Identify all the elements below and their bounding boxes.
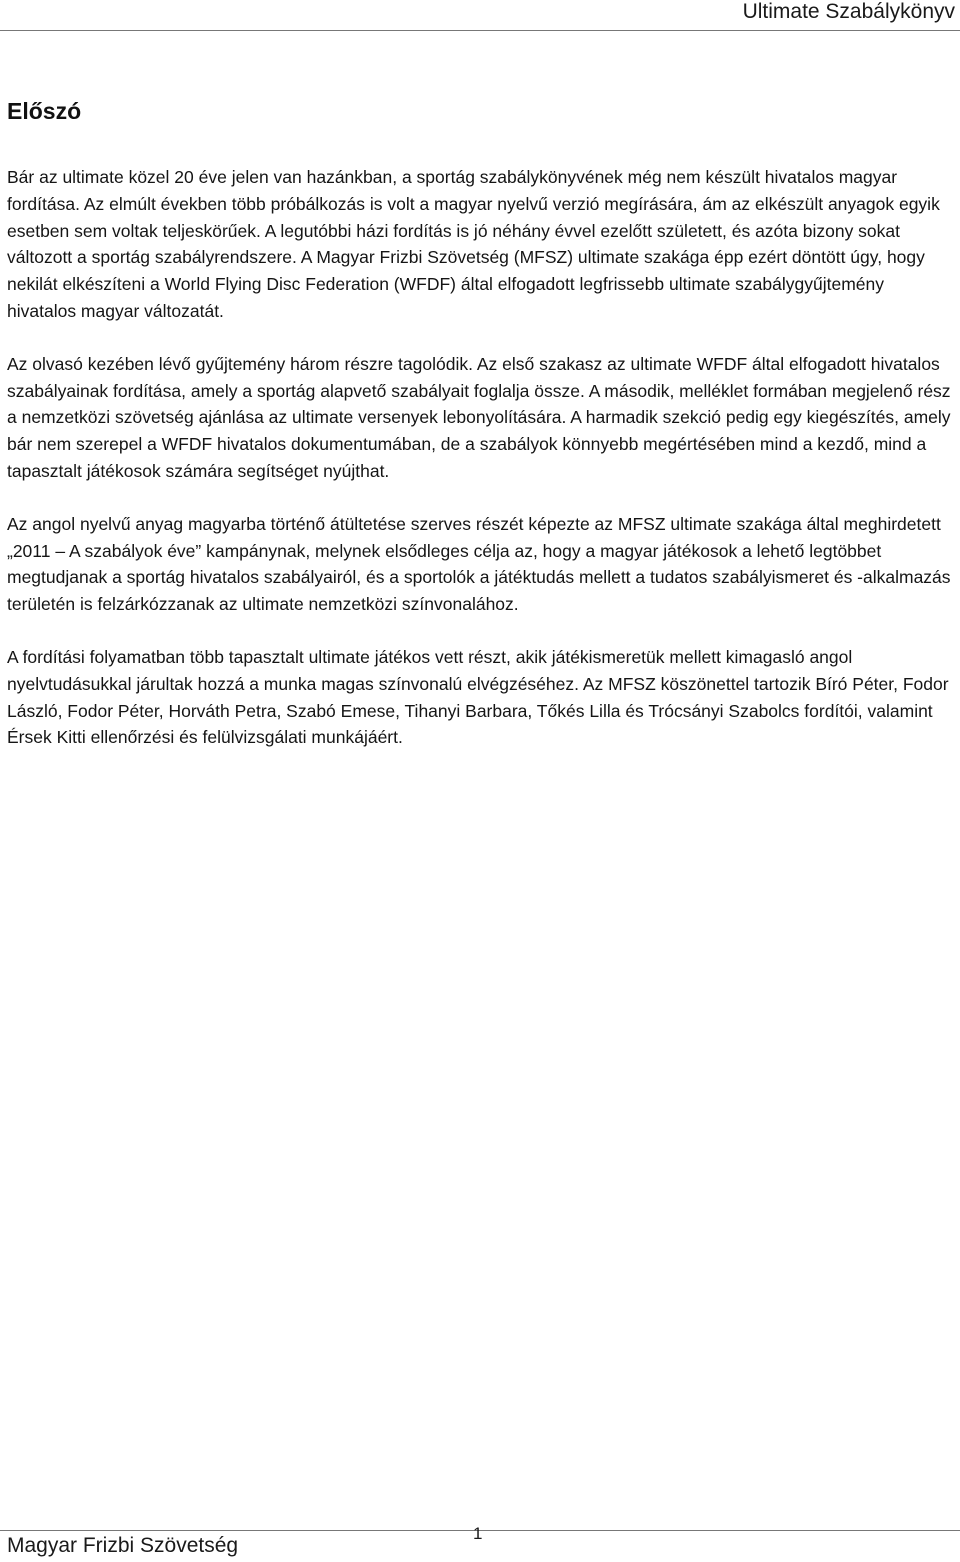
paragraph-intro: Bár az ultimate közel 20 éve jelen van hazánkban, a sportág szabálykönyvének még nem készült hivatalos magyar fordítása. Az elmúlt években több próbálkozás is volt a magyar nyelvű verzió megírására, ám az elkészült anyagok egyik esetben sem voltak teljeskörűek. A legutóbbi házi fordítás is jó néhány évvel ezelőtt született, és azóta bizony sokat változott a sportág szabályrendszere. A Magyar Frizbi Szövetség (MFSZ) ultimate szakága épp ezért döntött úgy, hogy nekilát elkészíteni a World Flying Disc Federation (WFDF) által elfogadott legfrissebb ultimate szabálygyűjtemény hivatalos magyar változatát. [7, 167, 940, 321]
foreword-body [7, 164, 955, 751]
page-number: 1 [473, 1524, 483, 1543]
document-title: Ultimate Szabálykönyv [742, 0, 955, 23]
footer-organization: Magyar Frizbi Szövetség [7, 1534, 239, 1557]
paragraph-acknowledgements: A fordítási folyamatban több tapasztalt ultimate játékos vett részt, akik játékismeretük mellett kimagasló angol nyelvtudásukkal járultak hozzá a munka magas színvonalú elvégzéséhez. Az MFSZ köszönettel tartozik Bíró Péter, Fodor László, Fodor Péter, Horváth Petra, Szabó Emese, Tihanyi Barbara, Tőkés Lilla és Trócsányi Szabolcs fordítói, valamint Érsek Kitti ellenőrzési és felülvizsgálati munkájáért. [7, 646, 949, 748]
paragraph-structure: Az olvasó kezében lévő gyűjtemény három részre tagolódik. Az első szakasz az ultimate WFDF által elfogadott hivatalos szabályainak fordítása, amely a sportág alapvető szabályait foglalja össze. A második, melléklet formában megjelenő rész a nemzetközi szövetség ajánlása az ultimate versenyek lebonyolítására. A harmadik szekció pedig egy kiegészítés, amely bár nem szerepel a WFDF hivatalos dokumentumában, de a szabályok könnyebb megértésében mind a kezdő, mind a tapasztalt játékosok számára segítséget nyújthat. [7, 353, 951, 481]
running-footer [0, 1524, 960, 1562]
section-heading: Előszó [7, 98, 82, 124]
paragraph-campaign: Az angol nyelvű anyag magyarba történő átültetése szerves részét képezte az MFSZ ultimate szakága által meghirdetett „2011 – A szabályok éve” kampánynak, melynek elsődleges célja az, hogy a magyar játékosok a lehető legtöbbet megtudjanak a sportág hivatalos szabályairól, és a sportolók a játéktudás mellett a tudatos szabályismeret és -alkalmazás területén is felzárkózzanak az ultimate nemzetközi színvonalához. [7, 513, 951, 615]
running-header [0, 0, 960, 31]
